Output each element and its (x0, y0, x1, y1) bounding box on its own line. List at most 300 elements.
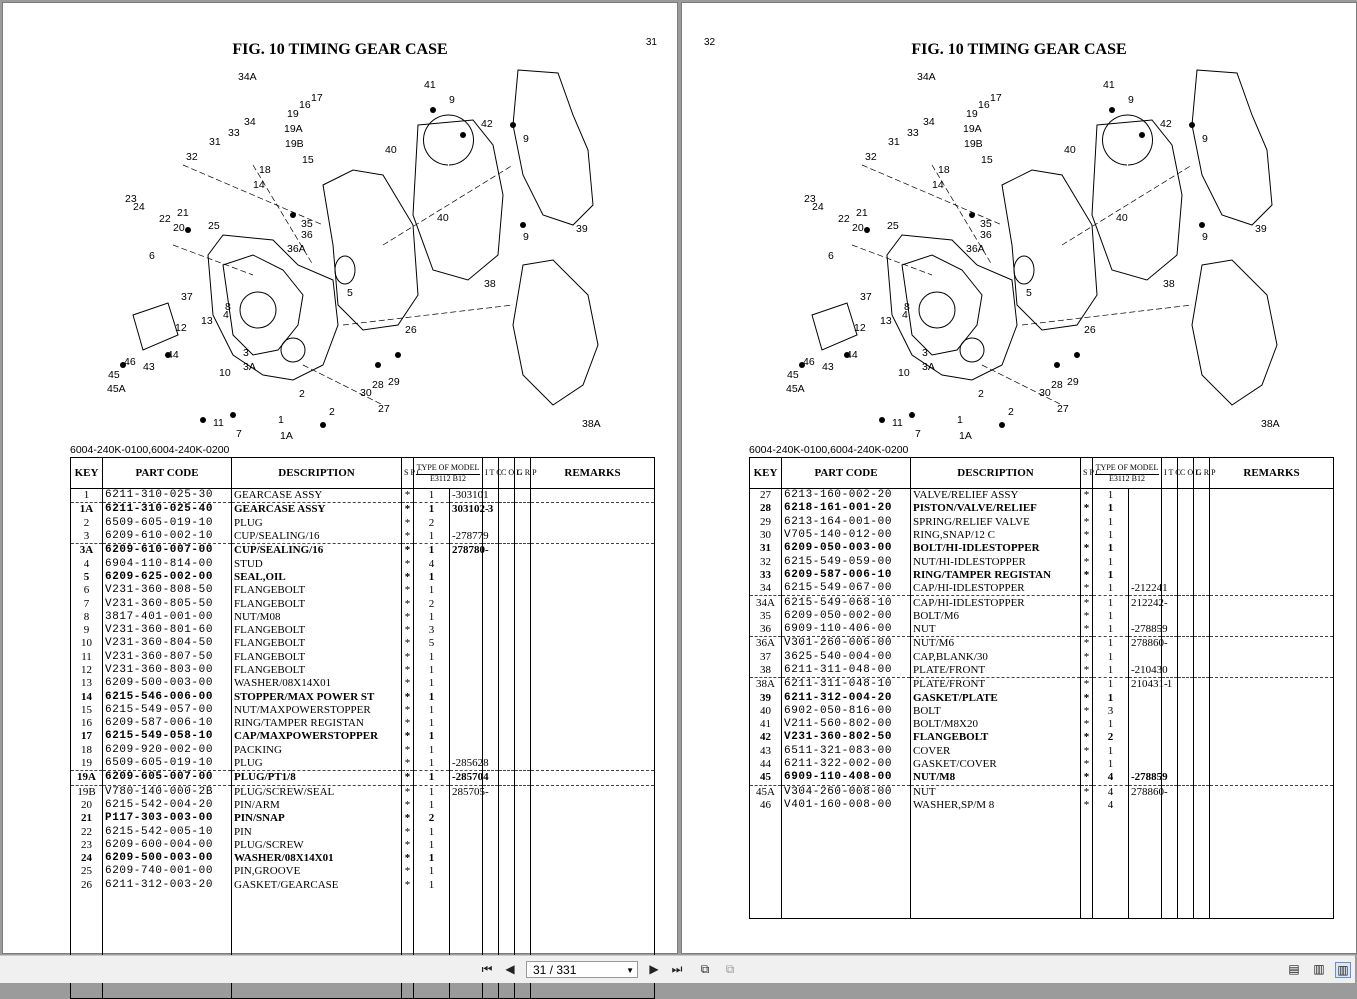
table-row (750, 637, 1334, 651)
part-col (1178, 718, 1194, 731)
part-remarks (531, 664, 655, 677)
part-code: 6209-740-001-00 (103, 865, 232, 878)
empty-cell (1129, 812, 1162, 919)
callout-label: 45 (108, 369, 120, 381)
gearcase-inner (223, 255, 303, 355)
part-serial-note (450, 717, 483, 730)
part-serial-note (1129, 745, 1162, 758)
callout-label: 6 (828, 250, 834, 262)
part-spc: * (1081, 664, 1093, 678)
part-code: V231-360-802-50 (782, 731, 911, 744)
part-remarks (1210, 771, 1334, 785)
part-description: CAP,BLANK/30 (911, 651, 1081, 664)
part-code: 6211-312-003-20 (103, 879, 232, 892)
part-remarks (531, 489, 655, 503)
callout-label: 7 (236, 428, 242, 440)
part-description: NUT/MAXPOWERSTOPPER (232, 704, 402, 717)
part-qty: 1 (1093, 745, 1129, 758)
part-itc (1162, 651, 1178, 664)
part-itc (483, 799, 499, 812)
callout-label: 1 (278, 414, 284, 426)
previous-page-icon[interactable]: ◀ (505, 962, 515, 976)
part-serial-note: -278859 (1129, 771, 1162, 785)
part-spc: * (1081, 758, 1093, 771)
part-spc: * (1081, 555, 1093, 568)
part-key: 45 (750, 771, 782, 785)
part-spc: * (1081, 731, 1093, 744)
bolt-head (1109, 107, 1115, 113)
part-serial-note: 285705- (450, 785, 483, 799)
table-row (71, 597, 655, 610)
part-key: 15 (71, 704, 103, 717)
callout-label: 13 (880, 315, 892, 327)
callout-label: 34 (923, 116, 935, 128)
callout-label: 18 (938, 164, 950, 176)
callout-label: 45A (786, 383, 805, 395)
part-grp (1194, 489, 1210, 503)
part-remarks (1210, 651, 1334, 664)
part-itc: 1 (1162, 678, 1178, 692)
table-row (71, 704, 655, 717)
part-description: FLANGEBOLT (232, 597, 402, 610)
part-spc: * (1081, 610, 1093, 623)
part-spc: * (402, 651, 414, 664)
part-remarks (1210, 664, 1334, 678)
callout-label: 28 (1051, 379, 1063, 391)
part-serial-note (450, 571, 483, 584)
header-key: KEY (750, 458, 782, 489)
part-grp (1194, 637, 1210, 651)
part-description: PLATE/FRONT (911, 664, 1081, 678)
part-description: SPRING/RELIEF VALVE (911, 516, 1081, 529)
part-serial-note: 303102- (450, 503, 483, 517)
part-remarks (531, 503, 655, 517)
part-qty: 1 (414, 489, 450, 503)
part-col (1178, 678, 1194, 692)
part-remarks (1210, 529, 1334, 542)
part-code: 3817-401-001-00 (103, 611, 232, 624)
header-part-code: PART CODE (103, 458, 232, 489)
gearcase-bore (919, 292, 955, 328)
part-spc: * (402, 664, 414, 677)
part-remarks (1210, 745, 1334, 758)
part-serial-note (1129, 705, 1162, 718)
part-remarks (531, 744, 655, 757)
table-row (71, 839, 655, 852)
table-row (71, 571, 655, 584)
table-row (71, 852, 655, 865)
part-remarks (1210, 785, 1334, 799)
part-grp (1194, 516, 1210, 529)
part-key: 5 (71, 571, 103, 584)
table-row (750, 745, 1334, 758)
callout-label: 10 (219, 367, 231, 379)
callout-label: 19A (284, 123, 303, 135)
callout-label: 19 (966, 108, 978, 120)
cover-outline (133, 303, 178, 350)
header-itc: I T C (1162, 458, 1178, 489)
part-code: 6215-542-004-20 (103, 799, 232, 812)
callout-label: 37 (181, 291, 193, 303)
part-key: 37 (750, 651, 782, 664)
part-code: 6511-321-083-00 (782, 745, 911, 758)
callout-label: 4 (223, 309, 229, 321)
part-key: 1 (71, 489, 103, 503)
part-qty: 2 (1093, 731, 1129, 744)
part-itc (483, 584, 499, 597)
single-page-view-icon[interactable]: ▤ (1288, 962, 1300, 976)
part-serial-note (450, 611, 483, 624)
part-remarks (1210, 705, 1334, 718)
callout-label: 32 (865, 151, 877, 163)
part-remarks (1210, 691, 1334, 704)
part-description: GASKET/COVER (911, 758, 1081, 771)
empty-cell (911, 812, 1081, 919)
part-key: 3 (71, 530, 103, 544)
part-description: PLUG/SCREW/SEAL (232, 785, 402, 799)
part-grp (515, 489, 531, 503)
part-qty: 1 (414, 757, 450, 771)
part-qty: 1 (414, 744, 450, 757)
go-forward-view-icon[interactable]: ⧉ (725, 962, 735, 976)
part-key: 1A (71, 503, 103, 517)
part-code: 6209-050-002-00 (782, 610, 911, 623)
part-description: RING,SNAP/12 C (911, 529, 1081, 542)
table-row (750, 758, 1334, 771)
callout-label: 23 (125, 193, 137, 205)
part-qty: 1 (1093, 489, 1129, 503)
part-grp (1194, 691, 1210, 704)
callout-label: 9 (1128, 94, 1134, 106)
part-col (499, 624, 515, 637)
part-grp (515, 597, 531, 610)
callout-label: 2 (1008, 406, 1014, 418)
part-col (1178, 691, 1194, 704)
table-row (71, 517, 655, 530)
bolt-head (1074, 352, 1080, 358)
part-remarks (1210, 718, 1334, 731)
part-description: PLUG/PT1/8 (232, 771, 402, 785)
leader-line (383, 165, 513, 245)
part-key: 36A (750, 637, 782, 651)
table-row (71, 584, 655, 597)
part-grp (515, 757, 531, 771)
part-col (499, 584, 515, 597)
header-type-of-model: TYPE OF MODEL E3112 B12 (1093, 458, 1162, 489)
part-col (1178, 542, 1194, 555)
part-qty: 2 (414, 597, 450, 610)
part-key: 29 (750, 516, 782, 529)
part-remarks (1210, 596, 1334, 610)
page-selector[interactable] (526, 961, 638, 978)
part-itc (483, 664, 499, 677)
part-itc (483, 865, 499, 878)
part-spc: * (402, 544, 414, 558)
header-itc: I T C (483, 458, 499, 489)
leader-line (183, 165, 323, 225)
part-serial-note (450, 865, 483, 878)
table-row (71, 690, 655, 703)
part-qty: 4 (1093, 771, 1129, 785)
table-row (71, 799, 655, 812)
left-page (2, 2, 678, 954)
callout-label: 27 (1057, 403, 1069, 415)
part-code: V231-360-803-00 (103, 664, 232, 677)
part-description: STOPPER/MAX POWER ST (232, 690, 402, 703)
part-serial-note (1129, 529, 1162, 542)
last-page-icon[interactable]: ⏭ (671, 962, 683, 976)
part-itc (483, 879, 499, 892)
part-code: 6215-542-005-10 (103, 825, 232, 838)
table-row (71, 785, 655, 799)
part-grp (515, 544, 531, 558)
callout-label: 16 (978, 99, 990, 111)
callout-label: 38A (582, 418, 601, 430)
go-back-view-icon[interactable]: ⧉ (700, 962, 710, 976)
continuous-view-icon[interactable]: ▥ (1313, 962, 1325, 976)
callout-label: 17 (311, 92, 323, 104)
part-code: 6211-310-025-40 (103, 503, 232, 517)
part-spc: * (402, 879, 414, 892)
part-remarks (1210, 489, 1334, 503)
part-qty: 1 (1093, 596, 1129, 610)
part-key: 19A (71, 771, 103, 785)
part-grp (1194, 771, 1210, 785)
part-key: 3A (71, 544, 103, 558)
part-description: PLUG/SCREW (232, 839, 402, 852)
part-qty: 1 (414, 825, 450, 838)
part-key: 26 (71, 879, 103, 892)
leader-line (852, 245, 932, 275)
part-code: 6209-587-006-10 (782, 569, 911, 582)
part-description: WASHER/08X14X01 (232, 677, 402, 690)
part-remarks (1210, 542, 1334, 555)
part-remarks (1210, 555, 1334, 568)
bolt-head (395, 352, 401, 358)
table-row (71, 624, 655, 637)
gearcase-bore (281, 338, 305, 362)
part-grp (515, 530, 531, 544)
part-qty: 1 (1093, 651, 1129, 664)
model-codes: 6004-240K-0100,6004-240K-0200 (749, 444, 909, 456)
part-itc (483, 651, 499, 664)
part-qty: 1 (1093, 529, 1129, 542)
part-qty: 1 (1093, 610, 1129, 623)
viewer-toolbar (0, 955, 1355, 983)
part-spc: * (1081, 745, 1093, 758)
part-itc (483, 597, 499, 610)
part-spc: * (402, 637, 414, 650)
part-code: 6209-050-003-00 (782, 542, 911, 555)
bolt-head (999, 422, 1005, 428)
oil-seal (1014, 256, 1034, 284)
table-row (750, 502, 1334, 515)
part-qty: 1 (414, 584, 450, 597)
part-grp (1194, 502, 1210, 515)
empty-cell (750, 812, 782, 919)
part-code: 6215-549-059-00 (782, 555, 911, 568)
part-key: 45A (750, 785, 782, 799)
part-qty: 1 (414, 571, 450, 584)
part-col (499, 544, 515, 558)
part-serial-note (1129, 542, 1162, 555)
part-col (1178, 745, 1194, 758)
part-description: PACKING (232, 744, 402, 757)
table-row (750, 542, 1334, 555)
part-itc (1162, 691, 1178, 704)
part-description: GASKET/PLATE (911, 691, 1081, 704)
callout-label: 19B (964, 138, 983, 150)
part-remarks (531, 852, 655, 865)
header-grp: G R P (1194, 458, 1210, 489)
part-remarks (1210, 582, 1334, 596)
bolt-head (1199, 222, 1205, 228)
leader-line (1062, 165, 1192, 245)
figure-title: FIG. 10 TIMING GEAR CASE (911, 41, 1127, 58)
exploded-diagram (732, 65, 1312, 445)
part-code: V231-360-808-50 (103, 584, 232, 597)
callout-label: 21 (856, 207, 868, 219)
header-spc: S P C (1081, 458, 1093, 489)
callout-label: 9 (1202, 231, 1208, 243)
part-grp (515, 557, 531, 570)
table-row (750, 489, 1334, 503)
part-spc: * (402, 852, 414, 865)
callout-label: 30 (360, 387, 372, 399)
part-key: 38A (750, 678, 782, 692)
callout-label: 22 (159, 213, 171, 225)
bolt-head (1054, 362, 1060, 368)
part-code: 6213-160-002-20 (782, 489, 911, 503)
table-row (71, 664, 655, 677)
part-code: 6909-110-406-00 (782, 623, 911, 637)
two-page-view-icon[interactable]: ▥ (1335, 962, 1351, 978)
callout-label: 32 (186, 151, 198, 163)
part-col (1178, 489, 1194, 503)
part-description: STUD (232, 557, 402, 570)
callout-label: 4 (902, 309, 908, 321)
callout-label: 43 (822, 361, 834, 373)
part-col (1178, 664, 1194, 678)
part-code: V301-260-006-00 (782, 637, 911, 651)
part-remarks (531, 544, 655, 558)
callout-label: 2 (329, 406, 335, 418)
callout-label: 40 (437, 212, 449, 224)
part-key: 30 (750, 529, 782, 542)
part-remarks (531, 530, 655, 544)
part-serial-note: 278780- (450, 544, 483, 558)
part-itc (1162, 516, 1178, 529)
part-itc (483, 624, 499, 637)
part-grp (1194, 664, 1210, 678)
part-itc (483, 677, 499, 690)
part-code: P117-303-003-00 (103, 812, 232, 825)
part-spc: * (402, 503, 414, 517)
part-code: 6902-050-816-00 (782, 705, 911, 718)
part-code: V705-140-012-00 (782, 529, 911, 542)
part-key: 35 (750, 610, 782, 623)
part-col (1178, 569, 1194, 582)
table-row (71, 744, 655, 757)
part-itc (483, 825, 499, 838)
part-col (499, 879, 515, 892)
next-page-icon[interactable]: ▶ (649, 962, 659, 976)
part-remarks (531, 690, 655, 703)
bolt-head (1189, 122, 1195, 128)
part-key: 14 (71, 690, 103, 703)
part-grp (515, 717, 531, 730)
part-itc (1162, 705, 1178, 718)
part-spc: * (402, 812, 414, 825)
callout-label: 16 (299, 99, 311, 111)
part-spc: * (402, 730, 414, 743)
table-row (750, 623, 1334, 637)
part-key: 39 (750, 691, 782, 704)
part-spc: * (1081, 542, 1093, 555)
part-remarks (531, 879, 655, 892)
chevron-down-icon: ▼ (626, 966, 634, 975)
callout-label: 10 (898, 367, 910, 379)
part-serial-note (1129, 799, 1162, 812)
part-grp (1194, 610, 1210, 623)
part-grp (515, 624, 531, 637)
part-description: NUT/M6 (911, 637, 1081, 651)
part-spc: * (1081, 623, 1093, 637)
part-qty: 1 (1093, 623, 1129, 637)
part-serial-note: 278860- (1129, 637, 1162, 651)
right-page (681, 2, 1357, 954)
empty-cell (1162, 812, 1178, 919)
part-spc: * (402, 571, 414, 584)
part-itc (483, 852, 499, 865)
part-spc: * (402, 597, 414, 610)
part-code: V211-560-802-00 (782, 718, 911, 731)
leader-line (862, 165, 1002, 225)
part-key: 7 (71, 597, 103, 610)
part-description: GEARCASE ASSY (232, 489, 402, 503)
part-spc: * (1081, 691, 1093, 704)
table-row (71, 651, 655, 664)
part-key: 18 (71, 744, 103, 757)
part-serial-note (450, 879, 483, 892)
callout-label: 34A (917, 71, 936, 83)
part-spc: * (402, 584, 414, 597)
part-code: 6209-625-002-00 (103, 571, 232, 584)
header-spc: S P C (402, 458, 414, 489)
part-itc (1162, 718, 1178, 731)
leader-line (303, 365, 383, 405)
table-row (750, 529, 1334, 542)
part-grp (515, 799, 531, 812)
header-remarks: REMARKS (531, 458, 655, 489)
part-description: WASHER,SP/M 8 (911, 799, 1081, 812)
part-qty: 1 (414, 704, 450, 717)
part-description: RING/TAMPER REGISTAN (232, 717, 402, 730)
part-remarks (531, 597, 655, 610)
part-itc (1162, 758, 1178, 771)
callout-label: 36A (966, 243, 985, 255)
empty-cell (1093, 812, 1129, 919)
part-spc: * (1081, 771, 1093, 785)
part-key: 42 (750, 731, 782, 744)
part-code: V304-260-008-00 (782, 785, 911, 799)
part-qty: 3 (1093, 705, 1129, 718)
part-col (499, 597, 515, 610)
callout-label: 13 (201, 315, 213, 327)
first-page-icon[interactable]: ⏮ (481, 962, 493, 976)
part-col (1178, 758, 1194, 771)
part-serial-note (450, 812, 483, 825)
